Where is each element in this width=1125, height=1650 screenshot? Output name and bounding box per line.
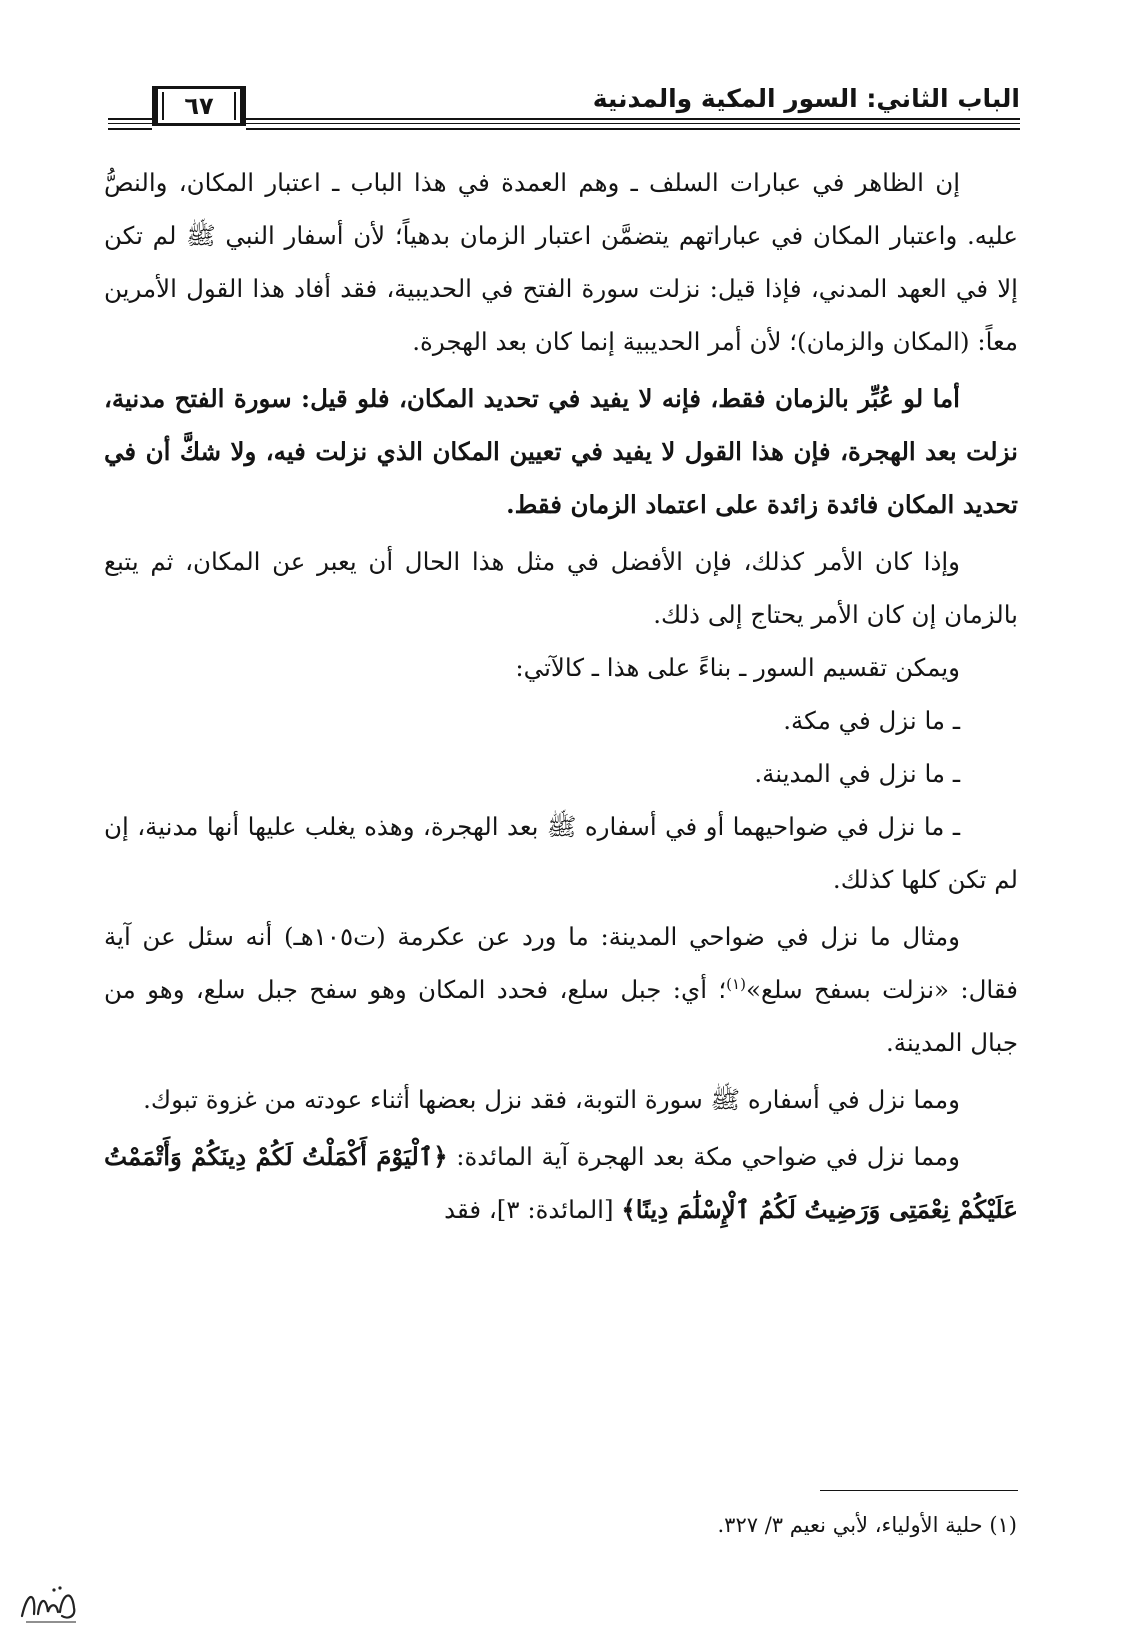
footnote-separator — [820, 1490, 1018, 1491]
example-text-continued: ؛ أي: جبل سلع، فحدد المكان وهو سفح جبل سلع، وهو من جبال المدينة. — [104, 975, 1018, 1057]
quran-verse: ﴿ٱلْيَوْمَ أَكْمَلْتُ لَكُمْ دِينَكُمْ وَأَتْمَمْتُ عَلَيْكُمْ نِعْمَتِى وَرَضِيتُ لَكُمُ ٱلْإِسْلَٰمَ دِينًا﴾ — [104, 1142, 1018, 1224]
maida-intro: ومما نزل في ضواحي مكة بعد الهجرة آية المائدة: — [447, 1142, 960, 1171]
header-rule-left-top — [108, 118, 152, 120]
paragraph-2: أما لو عُبِّر بالزمان فقط، فإنه لا يفيد في تحديد المكان، فلو قيل: سورة الفتح مدنية، نزلت بعد الهجرة، فإن هذا القول لا يفيد في تعيين المكان الذي نزلت فيه، ولا شكَّ أن في تحديد المكان فائدة زائدة على اعتماد الزمان فقط. — [104, 384, 1018, 519]
page-number: ٦٧ — [184, 92, 214, 120]
header-rule-left-bottom — [108, 128, 152, 130]
example-text: ومثال ما نزل في ضواحي المدينة: ما ورد عن عكرمة (ت١٠٥هـ) أنه سئل عن آية فقال: «نزلت بسفح سلع» — [104, 922, 1018, 1004]
maida-continuation: ، فقد — [444, 1195, 497, 1224]
paragraph-3: وإذا كان الأمر كذلك، فإن الأفضل في مثل هذا الحال أن يعبر عن المكان، ثم يتبع بالزمان إن كان الأمر يحتاج إلى ذلك. — [104, 547, 1018, 629]
paragraph-maida — [104, 1130, 1018, 1236]
footnote-1: (١) حلية الأولياء، لأبي نعيم ٣/ ٣٢٧. — [717, 1513, 1017, 1537]
paragraph-1: إن الظاهر في عبارات السلف ـ وهم العمدة في هذا الباب ـ اعتبار المكان، والنصُّ عليه. واعتبار المكان في عباراتهم يتضمَّن اعتبار الزمان بدهياً؛ لأن أسفار النبي ﷺ لم تكن إلا في العهد المدني، فإذا قيل: نزلت سورة الفتح في الحديبية، فقد أفاد هذا القول الأمرين معاً: (المكان والزمان)؛ لأن أمر الحديبية إنما كان بعد الهجرة. — [104, 168, 1018, 356]
header-rule-left-middle — [108, 123, 152, 124]
chapter-title: الباب الثاني: السور المكية والمدنية — [592, 84, 1020, 113]
paragraph-4: ويمكن تقسيم السور ـ بناءً على هذا ـ كالآتي: — [515, 653, 960, 682]
header-rule-bottom — [246, 128, 1020, 130]
page-number-box — [152, 86, 246, 126]
list-item-outskirts: ـ ما نزل في ضواحيهما أو في أسفاره ﷺ بعد الهجرة، وهذه يغلب عليها أنها مدنية، إن لم تكن كلها كذلك. — [104, 812, 1018, 894]
publisher-logo-watermark — [16, 1578, 86, 1628]
verse-citation: [المائدة: ٣] — [496, 1195, 622, 1224]
page-header — [108, 82, 1020, 134]
list-item-mecca: ـ ما نزل في مكة. — [783, 706, 960, 735]
paragraph-example-ikrima — [104, 910, 1018, 1069]
main-text — [104, 156, 1018, 1236]
header-rule-top — [246, 118, 1020, 120]
paragraph-tabuk: ومما نزل في أسفاره ﷺ سورة التوبة، فقد نزل بعضها أثناء عودته من غزوة تبوك. — [143, 1085, 960, 1114]
header-rule-middle — [246, 123, 1020, 124]
list-item-medina: ـ ما نزل في المدينة. — [754, 759, 960, 788]
footnote-reference: (١) — [726, 974, 746, 993]
